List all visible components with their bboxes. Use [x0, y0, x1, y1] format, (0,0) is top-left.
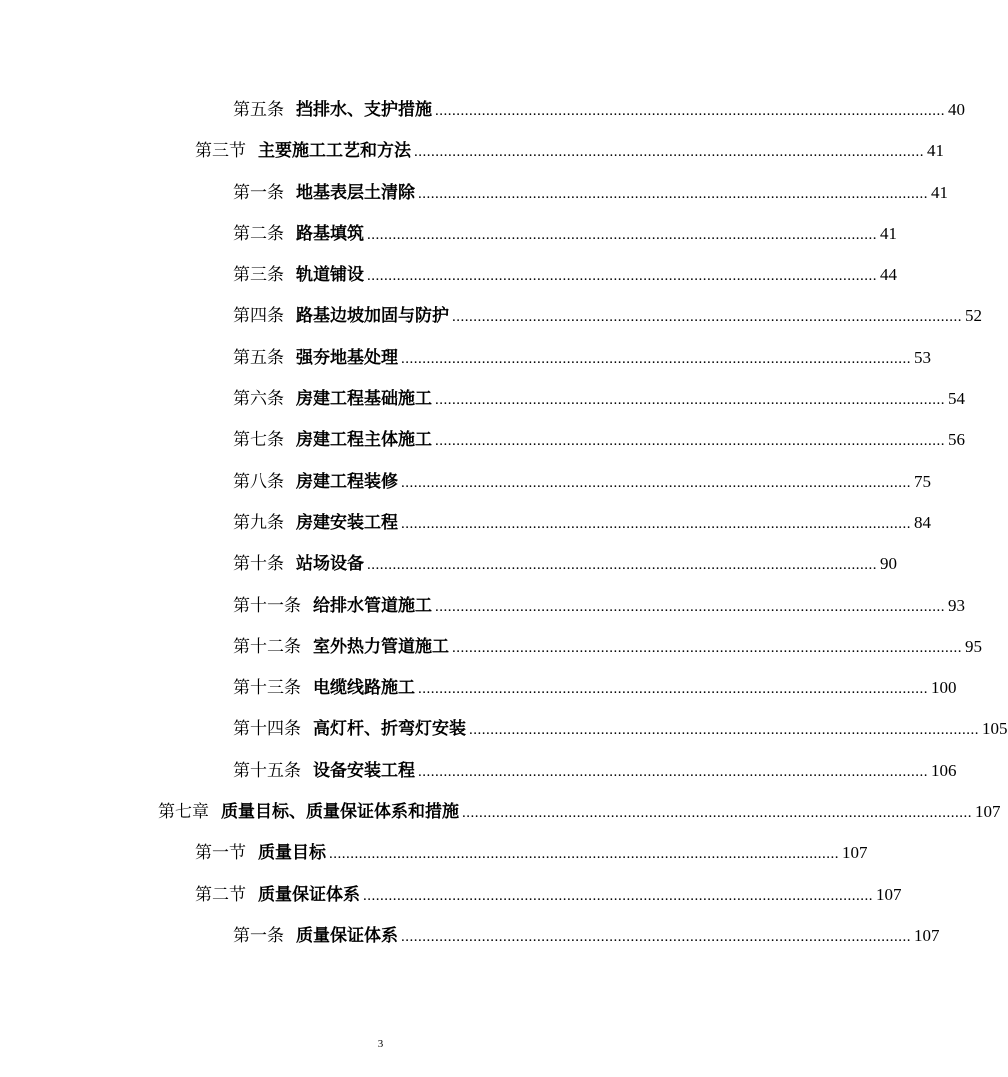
toc-entry-page: 53	[914, 347, 931, 367]
toc-entry[interactable]	[0, 708, 1008, 749]
dot-leader: ........................................................................................................................	[367, 226, 877, 243]
toc-entry-label: 第十三条	[233, 678, 301, 699]
dot-leader: ........................................................................................................................	[462, 805, 972, 822]
dot-leader: ........................................................................................................................	[418, 681, 928, 698]
toc-entry-title: 轨道铺设	[296, 265, 364, 286]
toc-entry-title: 质量目标、质量保证体系和措施	[221, 802, 459, 823]
page-number: 3	[377, 1038, 384, 1050]
toc-entry[interactable]	[0, 295, 982, 336]
toc-entry[interactable]	[0, 254, 897, 295]
dot-leader: ........................................................................................................................	[435, 103, 945, 119]
toc-entry-label: 第一节	[195, 843, 246, 864]
dot-leader: ........................................................................................................................	[452, 309, 962, 326]
toc-entry-label: 第五条	[233, 100, 284, 120]
toc-entry-title: 地基表层土清除	[296, 182, 415, 203]
toc-entry[interactable]	[0, 915, 940, 956]
toc-entry-label: 第八条	[233, 471, 284, 492]
toc-entry-title: 站场设备	[296, 554, 364, 575]
toc-entry-title: 质量保证体系	[296, 925, 398, 946]
toc-entry-page: 95	[965, 636, 982, 656]
dot-leader: ........................................................................................................................	[401, 474, 911, 491]
toc-entry-label: 第五条	[233, 347, 284, 368]
toc-entry-page: 107	[876, 884, 902, 904]
toc-entry-page: 41	[927, 141, 944, 161]
toc-entry-label: 第十二条	[233, 636, 301, 657]
dot-leader: ........................................................................................................................	[367, 268, 877, 285]
toc-entry-label: 第十五条	[233, 760, 301, 781]
toc-entry-title: 房建工程装修	[296, 471, 398, 492]
table-of-contents	[0, 89, 1008, 956]
toc-entry-title: 质量目标	[258, 843, 326, 864]
toc-entry-label: 第十一条	[233, 595, 301, 616]
toc-entry-page: 40	[948, 100, 965, 119]
toc-entry-label: 第一条	[233, 182, 284, 203]
dot-leader: ........................................................................................................................	[469, 722, 979, 739]
dot-leader: ........................................................................................................................	[452, 639, 962, 656]
toc-entry-title: 路基边坡加固与防护	[296, 306, 449, 327]
dot-leader: ........................................................................................................................	[401, 928, 911, 945]
toc-entry[interactable]	[0, 502, 931, 543]
toc-entry-page: 100	[931, 678, 957, 698]
toc-entry-page: 41	[931, 182, 948, 202]
toc-entry-title: 质量保证体系	[258, 884, 360, 905]
toc-entry-title: 主要施工工艺和方法	[258, 141, 411, 162]
toc-entry-title: 挡排水、支护措施	[296, 100, 432, 120]
toc-entry-page: 75	[914, 471, 931, 491]
toc-entry[interactable]	[0, 667, 957, 708]
dot-leader: ........................................................................................................................	[329, 846, 839, 863]
toc-entry[interactable]	[0, 378, 965, 419]
toc-entry-title: 室外热力管道施工	[313, 636, 449, 657]
toc-entry-title: 设备安装工程	[313, 760, 415, 781]
dot-leader: ........................................................................................................................	[401, 350, 911, 367]
toc-entry-title: 路基填筑	[296, 223, 364, 244]
toc-entry-page: 52	[965, 306, 982, 326]
toc-entry-label: 第三节	[195, 141, 246, 162]
toc-entry-label: 第十条	[233, 554, 284, 575]
toc-entry-title: 电缆线路施工	[313, 678, 415, 699]
toc-entry-label: 第七条	[233, 430, 284, 451]
toc-entry-page: 107	[975, 802, 1001, 822]
toc-entry-label: 第一条	[233, 925, 284, 946]
toc-entry[interactable]	[0, 626, 982, 667]
toc-entry-title: 房建安装工程	[296, 512, 398, 533]
dot-leader: ........................................................................................................................	[367, 557, 877, 574]
toc-entry[interactable]	[0, 832, 868, 873]
toc-entry-label: 第七章	[158, 802, 209, 823]
toc-entry-label: 第三条	[233, 265, 284, 286]
toc-entry-title: 强夯地基处理	[296, 347, 398, 368]
toc-entry-page: 56	[948, 430, 965, 450]
toc-entry-title: 房建工程主体施工	[296, 430, 432, 451]
toc-entry[interactable]	[0, 337, 931, 378]
toc-entry[interactable]	[0, 130, 944, 171]
toc-entry-title: 给排水管道施工	[313, 595, 432, 616]
toc-entry-label: 第六条	[233, 389, 284, 410]
toc-entry[interactable]	[0, 585, 965, 626]
toc-entry-page: 44	[880, 265, 897, 285]
toc-entry-title: 高灯杆、折弯灯安装	[313, 719, 466, 740]
toc-entry-label: 第十四条	[233, 719, 301, 740]
toc-entry[interactable]	[0, 419, 965, 460]
toc-entry-page: 93	[948, 595, 965, 615]
dot-leader: ........................................................................................................................	[363, 887, 873, 904]
dot-leader: ........................................................................................................................	[418, 185, 928, 202]
toc-entry[interactable]	[0, 89, 965, 130]
toc-entry-page: 54	[948, 389, 965, 409]
dot-leader: ........................................................................................................................	[401, 515, 911, 532]
dot-leader: ........................................................................................................................	[435, 392, 945, 409]
toc-entry-label: 第九条	[233, 512, 284, 533]
dot-leader: ........................................................................................................................	[414, 144, 924, 161]
toc-entry[interactable]	[0, 172, 948, 213]
toc-entry-page: 106	[931, 760, 957, 780]
toc-entry[interactable]	[0, 791, 1001, 832]
toc-entry-page: 107	[842, 843, 868, 863]
toc-entry-label: 第二节	[195, 884, 246, 905]
toc-entry-label: 第二条	[233, 223, 284, 244]
dot-leader: ........................................................................................................................	[435, 433, 945, 450]
toc-entry-label: 第四条	[233, 306, 284, 327]
toc-entry-title: 房建工程基础施工	[296, 389, 432, 410]
toc-entry-page: 84	[914, 512, 931, 532]
toc-entry-page: 105	[982, 719, 1008, 739]
toc-entry-page: 107	[914, 925, 940, 945]
dot-leader: ........................................................................................................................	[418, 763, 928, 780]
toc-entry[interactable]	[0, 461, 931, 502]
toc-entry[interactable]	[0, 213, 897, 254]
toc-entry[interactable]	[0, 874, 902, 915]
toc-entry[interactable]	[0, 543, 897, 584]
toc-entry[interactable]	[0, 750, 957, 791]
toc-entry-page: 41	[880, 223, 897, 243]
dot-leader: ........................................................................................................................	[435, 598, 945, 615]
toc-entry-page: 90	[880, 554, 897, 574]
